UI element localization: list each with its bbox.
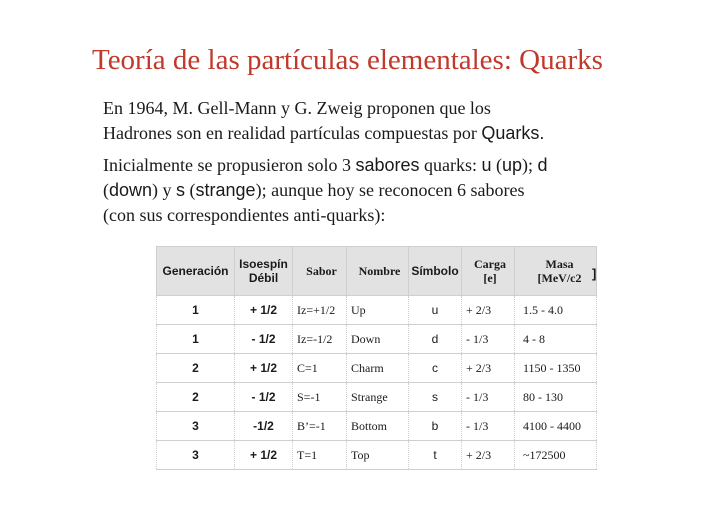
cell-nombre: Top	[347, 441, 409, 470]
header-masa-line1: Masa	[545, 257, 574, 271]
cell-sabor: Iz=+1/2	[293, 296, 347, 325]
intro-paragraph	[103, 96, 544, 146]
cell-nombre: Charm	[347, 354, 409, 383]
cell-nombre: Strange	[347, 383, 409, 412]
cell-nombre: Up	[347, 296, 409, 325]
down-term: down	[109, 180, 153, 200]
cell-simbolo: u	[409, 296, 462, 325]
cell-sabor: T=1	[293, 441, 347, 470]
cell-carga: - 1/3	[462, 325, 515, 354]
s-term: s	[176, 180, 186, 200]
text-fragment: Inicialmente se propusieron solo 3	[103, 155, 356, 175]
u-term: u	[481, 155, 492, 175]
quarks-term: Quarks.	[481, 123, 545, 143]
cell-carga: - 1/3	[462, 412, 515, 441]
text-fragment: (	[491, 155, 503, 175]
cell-isoespin: + 1/2	[235, 441, 293, 470]
cell-generacion: 3	[157, 441, 235, 470]
header-nombre: Nombre	[347, 247, 409, 296]
cell-masa: 1.5 - 4.0	[515, 296, 597, 325]
table-row	[157, 325, 597, 354]
cell-simbolo: b	[409, 412, 462, 441]
cell-isoespin: -1/2	[235, 412, 293, 441]
cell-isoespin: + 1/2	[235, 296, 293, 325]
cell-masa: 80 - 130	[515, 383, 597, 412]
cell-simbolo: d	[409, 325, 462, 354]
header-masa	[515, 247, 597, 296]
cell-simbolo: s	[409, 383, 462, 412]
text-fragment: ) y	[152, 180, 177, 200]
table-row	[157, 354, 597, 383]
text-fragment: ); aunque hoy se reconocen 6 sabores	[255, 180, 525, 200]
cell-sabor: C=1	[293, 354, 347, 383]
cell-nombre: Down	[347, 325, 409, 354]
cell-masa: 4100 - 4400	[515, 412, 597, 441]
up-term: up	[502, 155, 523, 175]
header-isoespin	[235, 247, 293, 296]
intro-line-2	[103, 121, 544, 146]
cell-masa: 4 - 8	[515, 325, 597, 354]
cell-sabor: S=-1	[293, 383, 347, 412]
table-header-row	[157, 247, 597, 296]
slide-title: Teoría de las partículas elementales: Quarks	[92, 44, 603, 76]
header-simbolo: Símbolo	[409, 247, 462, 296]
flavors-paragraph	[103, 153, 548, 228]
cell-sabor: Iz=-1/2	[293, 325, 347, 354]
table-row	[157, 412, 597, 441]
cell-isoespin: - 1/2	[235, 325, 293, 354]
sabores-term: sabores	[355, 155, 420, 175]
cell-simbolo: c	[409, 354, 462, 383]
cell-carga: - 1/3	[462, 383, 515, 412]
d-term: d	[537, 155, 548, 175]
header-masa-line2: [MeV/c2	[537, 271, 582, 285]
flavors-line-1	[103, 153, 548, 178]
table-row	[157, 383, 597, 412]
cell-carga: + 2/3	[462, 354, 515, 383]
text-fragment: quarks:	[419, 155, 482, 175]
cell-carga: + 2/3	[462, 296, 515, 325]
cell-generacion: 2	[157, 383, 235, 412]
cell-nombre: Bottom	[347, 412, 409, 441]
header-generacion: Generación	[157, 247, 235, 296]
flavors-line-2	[103, 178, 548, 203]
cell-generacion: 1	[157, 325, 235, 354]
cell-generacion: 1	[157, 296, 235, 325]
quarks-table	[156, 246, 597, 470]
text-fragment: (	[185, 180, 196, 200]
text-fragment: );	[522, 155, 538, 175]
intro-line-1: En 1964, M. Gell-Mann y G. Zweig proponen que los	[103, 98, 491, 118]
cell-generacion: 2	[157, 354, 235, 383]
cell-isoespin: - 1/2	[235, 383, 293, 412]
header-carga	[462, 247, 515, 296]
cell-generacion: 3	[157, 412, 235, 441]
header-carga-line2: [e]	[483, 271, 497, 285]
table-row	[157, 441, 597, 470]
header-isoespin-line2: Débil	[248, 271, 279, 285]
table-row	[157, 296, 597, 325]
intro-line-2-text: Hadrones son en realidad partículas compuestas por	[103, 123, 482, 143]
trailing-bracket: ]	[592, 266, 597, 281]
text-fragment: (	[103, 180, 109, 200]
flavors-line-3: (con sus correspondientes anti-quarks):	[103, 205, 386, 225]
strange-term: strange	[195, 180, 256, 200]
cell-isoespin: + 1/2	[235, 354, 293, 383]
cell-carga: + 2/3	[462, 441, 515, 470]
table-body	[157, 296, 597, 470]
cell-simbolo: t	[409, 441, 462, 470]
header-isoespin-line1: Isoespín	[239, 257, 288, 271]
header-carga-line1: Carga	[474, 257, 506, 271]
cell-sabor: B’=-1	[293, 412, 347, 441]
header-sabor: Sabor	[293, 247, 347, 296]
cell-masa: ~172500	[515, 441, 597, 470]
cell-masa: 1150 - 1350	[515, 354, 597, 383]
